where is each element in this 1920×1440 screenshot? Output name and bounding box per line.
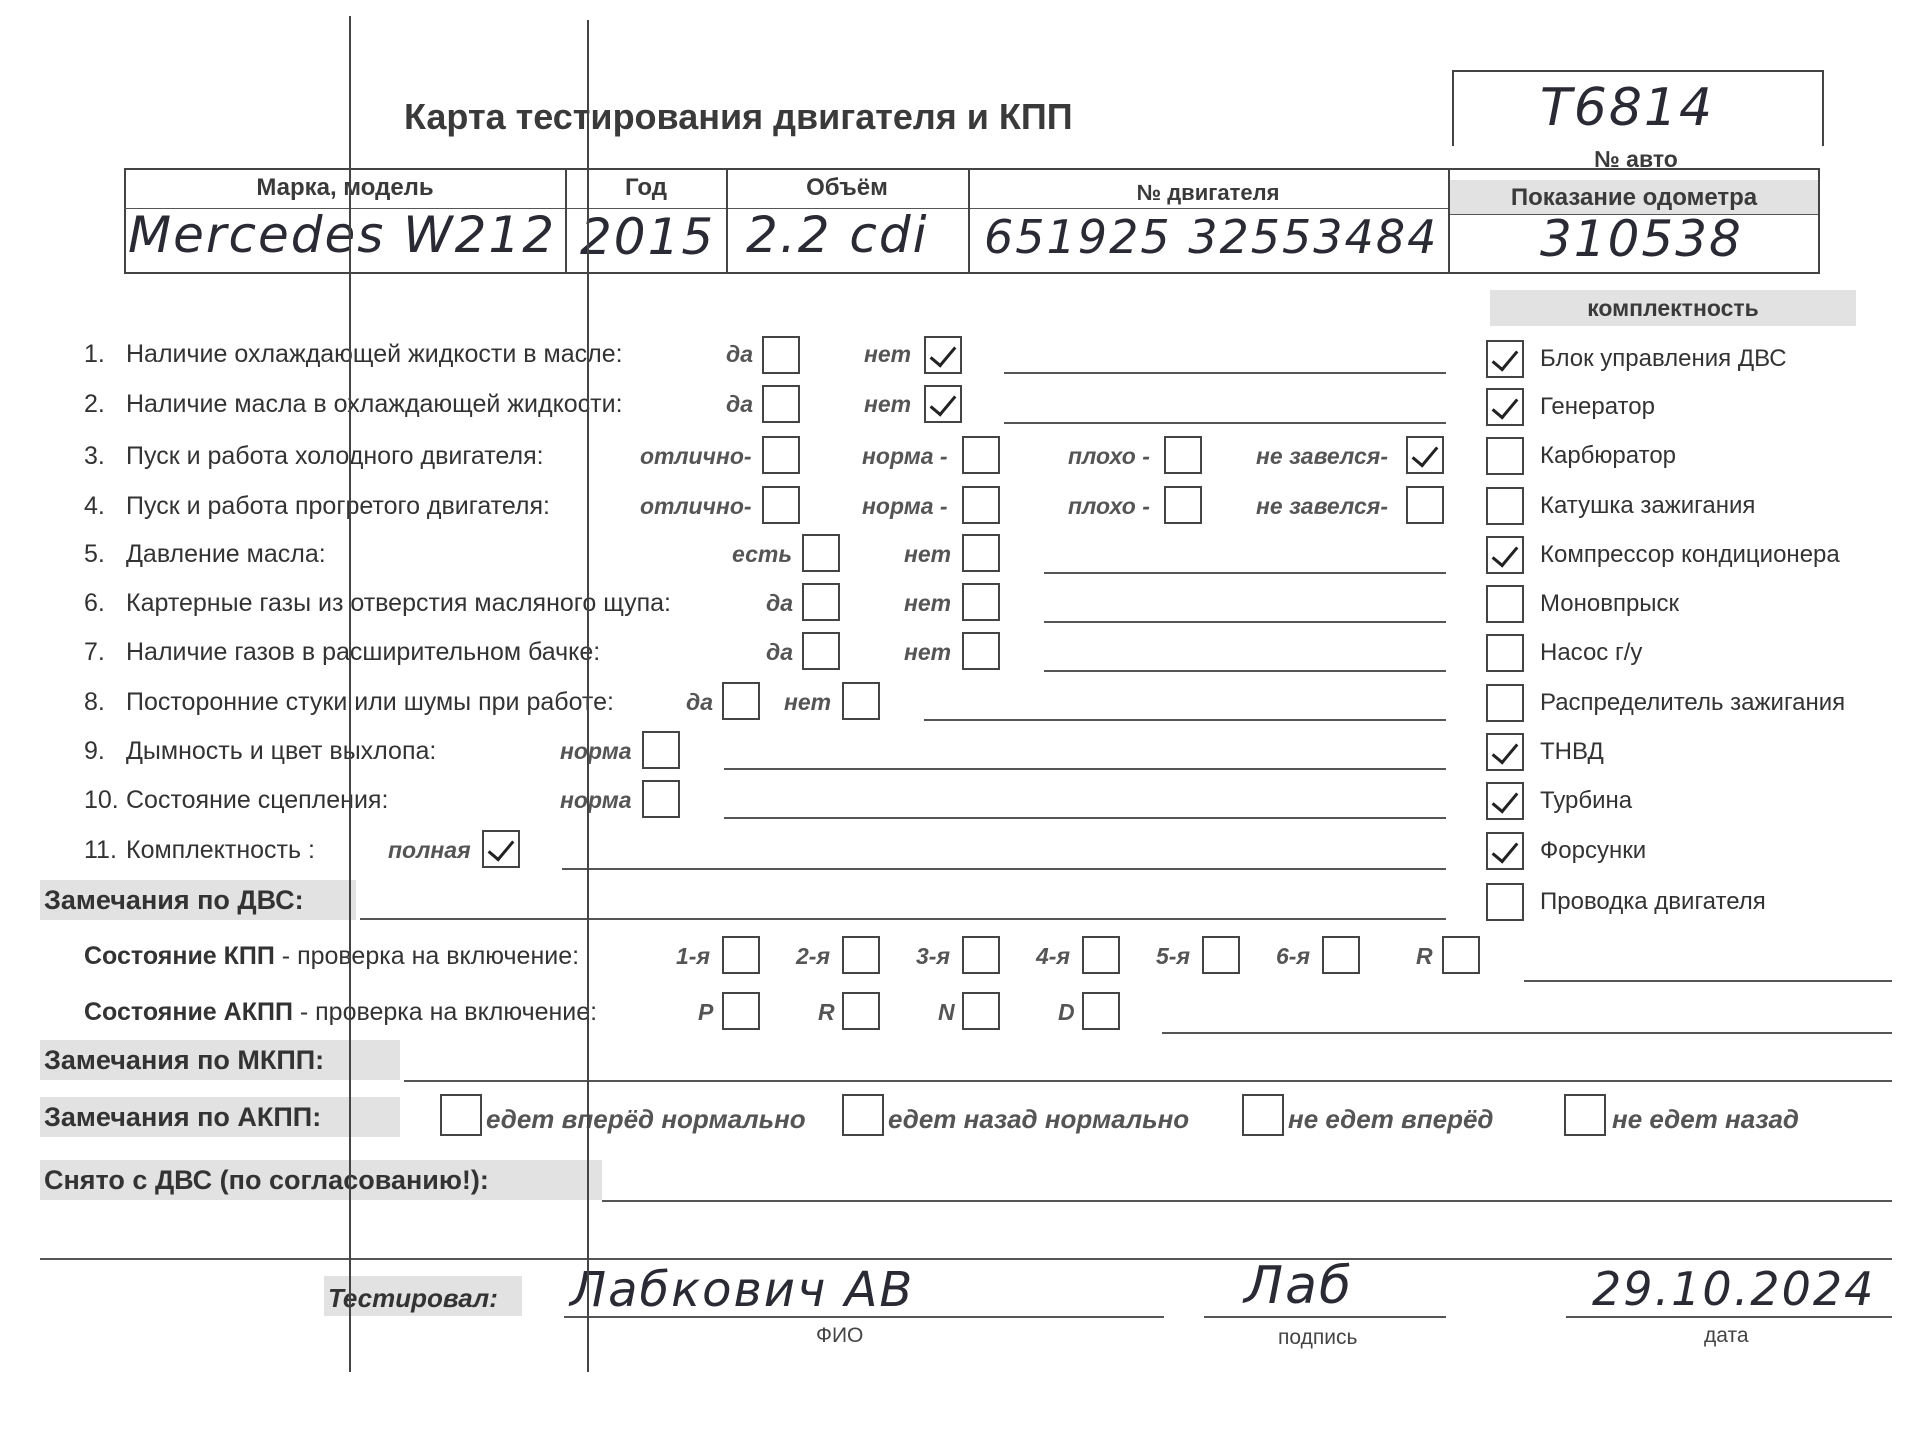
completeness-checkbox-checked[interactable] [1486, 782, 1524, 820]
akpp-remark-checkbox[interactable] [1242, 1094, 1284, 1136]
option-label: плохо - [1068, 443, 1150, 469]
gear-checkbox[interactable] [842, 936, 880, 974]
option-checkbox[interactable] [962, 583, 1000, 621]
question-text: Посторонние стуки или шумы при работе: [126, 688, 614, 716]
option-label: нет [904, 590, 952, 616]
answer-line [1004, 372, 1446, 374]
option-checkbox[interactable] [762, 385, 800, 423]
page-title: Карта тестирования двигателя и КПП [404, 96, 1073, 137]
completeness-title: комплектность [1587, 295, 1759, 321]
akpp-line [1162, 1032, 1892, 1034]
completeness-item: Моновпрыск [1540, 590, 1680, 617]
option-label: норма - [862, 443, 948, 469]
option-checkbox[interactable] [962, 486, 1000, 524]
option-checkbox[interactable] [1164, 436, 1202, 474]
question-text: Картерные газы из отверстия масляного щупа: [126, 589, 671, 617]
answer-line [724, 817, 1446, 819]
mode-label: R [818, 999, 835, 1025]
question-number: 5. [84, 540, 105, 568]
completeness-item: Форсунки [1540, 837, 1647, 864]
odometer-value: 310538 [1540, 210, 1743, 268]
gear-label: 2-я [796, 943, 830, 969]
option-label: есть [732, 541, 792, 567]
question-text: Дымность и цвет выхлопа: [126, 737, 437, 765]
akpp-remark-option: не едет назад [1612, 1104, 1800, 1134]
question-text: Комплектность : [126, 836, 315, 864]
completeness-checkbox-checked[interactable] [1486, 536, 1524, 574]
name-line [564, 1316, 1164, 1318]
option-label: да [686, 689, 714, 715]
gear-label: R [1416, 943, 1433, 969]
question-text: Наличие охлаждающей жидкости в масле: [126, 340, 623, 368]
make-value: Mercedes W212 [128, 206, 557, 264]
car-number-box [1452, 70, 1824, 146]
completeness-checkbox-checked[interactable] [1486, 832, 1524, 870]
car-number-value: T6814 [1540, 78, 1715, 138]
gear-checkbox[interactable] [1322, 936, 1360, 974]
option-checkbox[interactable] [762, 336, 800, 374]
option-checkbox[interactable] [802, 534, 840, 572]
mode-checkbox[interactable] [962, 992, 1000, 1030]
option-checkbox[interactable] [642, 731, 680, 769]
akpp-remark-option: не едет вперёд [1288, 1104, 1494, 1134]
completeness-checkbox-checked[interactable] [1486, 733, 1524, 771]
option-label: норма [560, 738, 632, 764]
option-checkbox[interactable] [722, 682, 760, 720]
car-number-label: № авто [1594, 146, 1678, 172]
answer-line [924, 719, 1446, 721]
vertical-fold-line [349, 16, 351, 1372]
remarks-akpp-label: Замечания по АКПП: [44, 1102, 322, 1132]
akpp-remark-checkbox[interactable] [842, 1094, 884, 1136]
question-text: Пуск и работа прогретого двигателя: [126, 492, 550, 520]
option-label: нет [904, 541, 952, 567]
gear-label: 1-я [676, 943, 710, 969]
option-label: да [766, 639, 794, 665]
option-label: нет [864, 341, 912, 367]
gear-checkbox[interactable] [962, 936, 1000, 974]
option-label: отлично- [640, 493, 752, 519]
akpp-remark-option: едет назад нормально [888, 1104, 1190, 1134]
option-checkbox[interactable] [962, 534, 1000, 572]
vertical-fold-line [587, 20, 589, 1372]
question-number: 11. [84, 836, 117, 864]
question-number: 3. [84, 442, 105, 470]
completeness-item: Проводка двигателя [1540, 888, 1766, 915]
question-number: 9. [84, 737, 105, 765]
completeness-item: Катушка зажигания [1540, 492, 1756, 519]
option-label: не завелся- [1256, 493, 1388, 519]
make-label: Марка, модель [256, 174, 434, 201]
option-checkbox[interactable] [802, 583, 840, 621]
answer-line [562, 868, 1446, 870]
year-label: Год [625, 174, 667, 201]
completeness-item: Генератор [1540, 393, 1655, 420]
mode-checkbox[interactable] [722, 992, 760, 1030]
tester-name: Лабкович АВ [570, 1262, 915, 1318]
volume-value: 2.2 cdi [746, 206, 929, 264]
question-number: 10. [84, 786, 119, 814]
option-label: нет [784, 689, 832, 715]
gear-checkbox[interactable] [1082, 936, 1120, 974]
mode-label: P [698, 999, 714, 1025]
mode-label: N [938, 999, 955, 1025]
answer-line [1004, 422, 1446, 424]
question-number: 4. [84, 492, 105, 520]
kpp-label: Состояние КПП - проверка на включение: [84, 942, 580, 970]
option-label: нет [904, 639, 952, 665]
completeness-item: Блок управления ДВС [1540, 345, 1787, 372]
option-label: да [766, 590, 794, 616]
option-label: да [726, 391, 754, 417]
completeness-item: Насос г/у [1540, 639, 1643, 666]
completeness-item: Турбина [1540, 787, 1633, 814]
gear-label: 3-я [916, 943, 950, 969]
odometer-label: Показание одометра [1510, 184, 1758, 211]
option-label: полная [388, 837, 471, 863]
option-checkbox[interactable] [1406, 486, 1444, 524]
gear-checkbox[interactable] [1202, 936, 1240, 974]
question-text: Давление масла: [126, 540, 326, 568]
option-checkbox[interactable] [802, 632, 840, 670]
remarks-engine-label: Замечания по ДВС: [44, 885, 304, 915]
akpp-remark-checkbox[interactable] [440, 1094, 482, 1136]
signature-line [1204, 1316, 1446, 1318]
option-label: плохо - [1068, 493, 1150, 519]
removed-line [602, 1200, 1892, 1202]
option-checkbox[interactable] [642, 780, 680, 818]
answer-line [1044, 670, 1446, 672]
question-number: 1. [84, 340, 105, 368]
signature: Лаб [1244, 1256, 1354, 1316]
option-checkbox-checked[interactable] [924, 385, 962, 423]
footer-separator [40, 1258, 1892, 1260]
name-caption: ФИО [816, 1324, 864, 1347]
mode-checkbox[interactable] [842, 992, 880, 1030]
question-number: 2. [84, 390, 105, 418]
gear-label: 6-я [1276, 943, 1310, 969]
option-label: нет [864, 391, 912, 417]
completeness-checkbox[interactable] [1486, 684, 1524, 722]
akpp-label: Состояние АКПП - проверка на включение: [84, 998, 598, 1026]
option-label: норма - [862, 493, 948, 519]
option-checkbox-checked[interactable] [482, 830, 520, 868]
gear-checkbox[interactable] [722, 936, 760, 974]
option-checkbox-checked[interactable] [924, 336, 962, 374]
answer-line [1044, 572, 1446, 574]
completeness-item: ТНВД [1540, 738, 1604, 765]
completeness-checkbox[interactable] [1486, 437, 1524, 475]
completeness-item: Компрессор кондиционера [1540, 541, 1840, 568]
answer-line [724, 768, 1446, 770]
remarks-mkpp-line [404, 1080, 1892, 1082]
signature-caption: подпись [1278, 1326, 1358, 1349]
question-number: 6. [84, 589, 105, 617]
tested-label: Тестировал: [328, 1283, 498, 1313]
option-label: отлично- [640, 443, 752, 469]
question-text: Состояние сцепления: [126, 786, 389, 814]
gear-label: 4-я [1036, 943, 1070, 969]
completeness-checkbox[interactable] [1486, 883, 1524, 921]
akpp-remark-option: едет вперёд нормально [486, 1104, 806, 1134]
question-text: Наличие масла в охлаждающей жидкости: [126, 390, 623, 418]
removed-label: Снято с ДВС (по согласованию!): [44, 1165, 489, 1195]
completeness-checkbox[interactable] [1486, 634, 1524, 672]
akpp-remark-checkbox[interactable] [1564, 1094, 1606, 1136]
option-checkbox[interactable] [842, 682, 880, 720]
completeness-checkbox[interactable] [1486, 585, 1524, 623]
option-checkbox[interactable] [1164, 486, 1202, 524]
question-text: Пуск и работа холодного двигателя: [126, 442, 544, 470]
option-checkbox-checked[interactable] [1406, 436, 1444, 474]
completeness-item: Карбюратор [1540, 442, 1677, 469]
engine-label: № двигателя [1136, 180, 1280, 205]
remarks-mkpp-label: Замечания по МКПП: [44, 1045, 325, 1075]
completeness-checkbox-checked[interactable] [1486, 388, 1524, 426]
year-value: 2015 [580, 208, 716, 266]
question-text: Наличие газов в расширительном бачке: [126, 638, 601, 666]
option-label: да [726, 341, 754, 367]
completeness-checkbox-checked[interactable] [1486, 340, 1524, 378]
option-checkbox[interactable] [762, 436, 800, 474]
date-line [1566, 1316, 1892, 1318]
mode-checkbox[interactable] [1082, 992, 1120, 1030]
question-number: 7. [84, 638, 105, 666]
kpp-line [1524, 980, 1892, 982]
volume-label: Объём [806, 174, 888, 201]
answer-line [1044, 621, 1446, 623]
remarks-engine-line [360, 918, 1446, 920]
option-label: не завелся- [1256, 443, 1388, 469]
date-caption: дата [1704, 1324, 1749, 1347]
gear-label: 5-я [1156, 943, 1190, 969]
question-number: 8. [84, 688, 105, 716]
option-checkbox[interactable] [762, 486, 800, 524]
option-checkbox[interactable] [962, 632, 1000, 670]
test-date: 29.10.2024 [1592, 1262, 1876, 1316]
gear-checkbox[interactable] [1442, 936, 1480, 974]
completeness-checkbox[interactable] [1486, 487, 1524, 525]
completeness-item: Распределитель зажигания [1540, 689, 1846, 716]
engine-value: 651925 32553484 [984, 210, 1439, 264]
mode-label: D [1058, 999, 1075, 1025]
option-checkbox[interactable] [962, 436, 1000, 474]
option-label: норма [560, 787, 632, 813]
